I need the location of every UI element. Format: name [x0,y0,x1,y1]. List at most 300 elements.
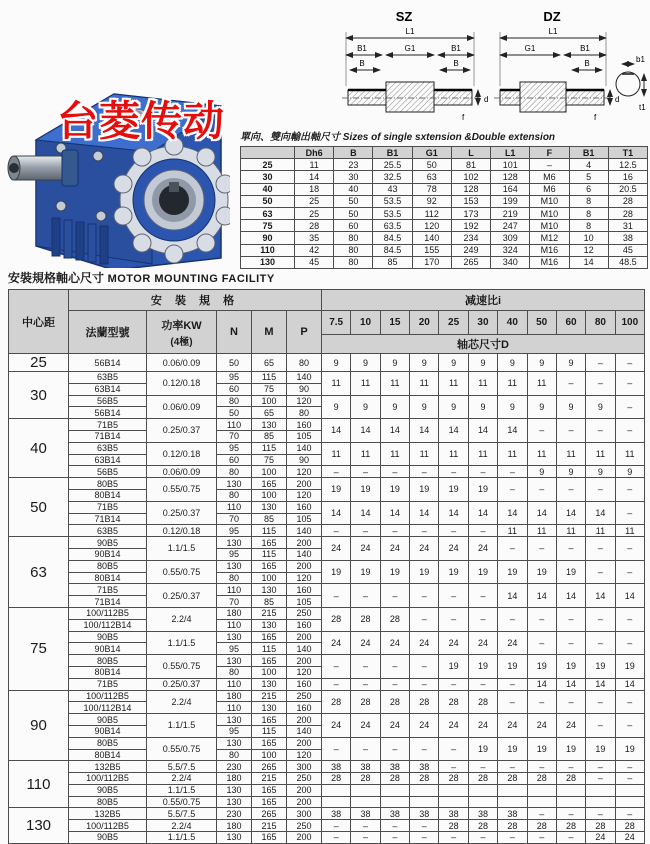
sz-b-right-label: B [453,59,459,68]
size-row-header: 25 [241,159,295,171]
flange-model-cell: 132B5 [69,808,147,820]
dim-value-cell: 153 [451,195,490,207]
shaft-d-cell: 11 [322,372,351,396]
output-shaft-caption [240,128,650,143]
power-kw-cell: 1.1/1.5 [147,714,217,738]
n-dim-cell: 70 [217,430,252,442]
shaft-d-cell: – [439,525,468,537]
flange-model-cell: 80B5 [69,560,147,572]
shaft-d-cell: 11 [410,372,439,396]
shaft-d-cell: 9 [322,354,351,372]
shaft-d-cell: 14 [615,584,644,608]
n-dim-cell: 230 [217,761,252,773]
shaft-d-cell: 9 [468,354,497,372]
shaft-d-cell: 24 [468,631,497,655]
n-dim-cell: 95 [217,725,252,737]
shaft-d-cell: – [498,537,527,561]
motor-mounting-title-zh: 安裝規格軸心尺寸 [8,271,105,285]
shaft-d-cell: 28 [322,690,351,714]
flange-model-cell: 63B5 [69,372,147,384]
dim-value-cell: 50 [334,195,373,207]
m-dim-cell: 165 [252,784,287,796]
shaft-d-cell: 24 [410,631,439,655]
shaft-d-cell: – [586,478,615,502]
shaft-d-cell: – [586,419,615,443]
shaft-d-cell: – [439,607,468,631]
m-header: M [252,311,287,354]
center-distance-header: 中心距 [9,290,69,354]
shaft-d-cell [556,784,585,796]
mounting-table-row [9,537,645,549]
mounting-table-row [9,442,645,454]
dim-value-cell: 60 [334,220,373,232]
shaft-d-cell: 24 [380,631,409,655]
shaft-d-cell: 38 [351,808,380,820]
m-dim-cell: 130 [252,584,287,596]
shaft-d-cell: – [527,478,556,502]
shaft-d-cell [556,796,585,808]
shaft-d-cell: 38 [322,761,351,773]
mounting-table-row [9,832,645,844]
mounting-table-row [9,560,645,572]
flange-model-cell: 56B14 [69,354,147,372]
shaft-d-cell: – [556,419,585,443]
dim-value-cell: 32.5 [373,171,412,183]
size-row-header: 75 [241,220,295,232]
m-dim-cell: 100 [252,572,287,584]
n-dim-cell: 60 [217,383,252,395]
dim-value-cell: 10 [569,232,608,244]
shaft-d-cell: – [468,466,497,478]
shaft-d-cell: 14 [586,501,615,525]
shaft-d-cell: 24 [556,714,585,738]
power-kw-cell: 5.5/7.5 [147,808,217,820]
power-kw-cell: 0.55/0.75 [147,478,217,502]
flange-model-cell: 100/112B5 [69,820,147,832]
n-header: N [217,311,252,354]
n-dim-cell: 110 [217,419,252,431]
shaft-d-cell: 28 [322,773,351,785]
n-dim-cell: 130 [217,832,252,844]
shaft-d-cell: 38 [498,808,527,820]
dim-column-header [241,147,295,159]
shaft-d-cell [586,796,615,808]
dim-value-cell: 128 [491,171,530,183]
flange-header: 法蘭型號 [69,311,147,354]
shaft-d-cell: 11 [586,442,615,466]
dim-value-cell: 50 [334,207,373,219]
m-dim-cell: 265 [252,808,287,820]
power-kw-cell: 0.25/0.37 [147,419,217,443]
flange-model-cell: 90B5 [69,832,147,844]
shaft-d-cell: – [527,832,556,844]
shaft-d-cell [439,796,468,808]
shaft-d-cell: – [439,466,468,478]
shaft-d-cell: – [615,537,644,561]
mounting-header-row-2 [9,311,645,335]
shaft-d-cell: 28 [527,820,556,832]
center-distance-cell: 110 [9,761,69,808]
shaft-d-cell: 9 [439,354,468,372]
shaft-d-cell: 19 [380,560,409,584]
shaft-d-cell: – [615,773,644,785]
shaft-d-cell [351,796,380,808]
shaft-d-cell: 24 [527,714,556,738]
shaft-d-cell: – [556,690,585,714]
power-kw-cell: 0.55/0.75 [147,560,217,584]
sz-b-left-label: B [359,59,365,68]
gearbox-photo [6,48,230,268]
power-header-line1: 功率KW [161,319,202,332]
shaft-d-cell: 28 [615,820,644,832]
dim-value-cell: 80 [334,244,373,256]
shaft-d-cell: 24 [615,832,644,844]
p-dim-cell: 250 [287,773,322,785]
m-dim-cell: 215 [252,607,287,619]
shaft-d-cell: 24 [498,714,527,738]
shaft-d-cell: 9 [527,395,556,419]
n-dim-cell: 95 [217,643,252,655]
shaft-d-cell: 14 [527,501,556,525]
shaft-d-cell: – [615,354,644,372]
shaft-d-cell: – [615,761,644,773]
dim-column-header: L1 [491,147,530,159]
mounting-table-row [9,690,645,702]
ratio-column-header: 10 [351,311,380,335]
m-dim-cell: 165 [252,631,287,643]
flange-model-cell: 90B14 [69,725,147,737]
dim-value-cell: 63 [412,171,451,183]
shaft-d-cell: – [586,773,615,785]
flange-model-cell: 71B5 [69,678,147,690]
flange-model-cell: 80B5 [69,655,147,667]
caption-en: Sizes of single sxtension &Double extension [340,132,556,143]
shaft-d-cell: 14 [468,501,497,525]
mounting-table-row [9,773,645,785]
ratio-column-header: 50 [527,311,556,335]
shaft-d-cell: 9 [556,354,585,372]
shaft-d-cell: 19 [586,737,615,761]
shaft-d-cell: – [322,678,351,690]
sz-b1-right-label: B1 [451,44,461,53]
p-dim-cell: 160 [287,419,322,431]
shaft-d-cell: – [351,832,380,844]
shaft-d-cell [615,796,644,808]
shaft-d-cell: 28 [498,773,527,785]
n-dim-cell: 180 [217,820,252,832]
m-dim-cell: 115 [252,525,287,537]
flange-model-cell: 80B14 [69,572,147,584]
shaft-d-cell: 11 [498,525,527,537]
dim-value-cell: 38 [608,232,647,244]
shaft-d-cell: 9 [351,354,380,372]
shaft-d-cell: 19 [498,655,527,679]
shaft-d-cell: 19 [410,560,439,584]
shaft-d-cell: – [410,737,439,761]
power-kw-cell: 1.1/1.5 [147,784,217,796]
m-dim-cell: 65 [252,407,287,419]
flange-model-cell: 132B5 [69,761,147,773]
flange-model-cell: 90B5 [69,537,147,549]
dz-d-label: d [615,95,620,104]
n-dim-cell: 130 [217,714,252,726]
power-header [147,311,217,354]
brand-overlay-text: 台菱传动 [57,98,225,144]
shaft-d-cell [380,796,409,808]
shaft-d-cell: – [439,584,468,608]
dim-value-cell: 14 [569,256,608,268]
m-dim-cell: 100 [252,466,287,478]
shaft-d-cell: 14 [439,419,468,443]
n-dim-cell: 95 [217,525,252,537]
dim-value-cell: 173 [451,207,490,219]
dim-value-cell: 53.5 [373,195,412,207]
p-dim-cell: 140 [287,548,322,560]
shaft-d-cell: 19 [410,478,439,502]
n-dim-cell: 95 [217,372,252,384]
shaft-d-cell: 9 [556,395,585,419]
shaft-d-cell: 19 [439,655,468,679]
dim-value-cell: 23 [334,159,373,171]
shaft-d-cell: 19 [498,737,527,761]
m-dim-cell: 215 [252,773,287,785]
flange-model-cell: 80B5 [69,737,147,749]
dim-value-cell: 80 [334,232,373,244]
dim-value-cell: 155 [412,244,451,256]
n-dim-cell: 230 [217,808,252,820]
shaft-d-cell: – [322,832,351,844]
shaft-d-cell: 11 [439,372,468,396]
shaft-d-cell: – [527,631,556,655]
m-dim-cell: 100 [252,666,287,678]
shaft-d-cell: – [439,678,468,690]
n-dim-cell: 110 [217,619,252,631]
shaft-d-cell: 24 [439,537,468,561]
shaft-d-cell: 19 [586,655,615,679]
shaft-d-cell: 38 [380,808,409,820]
mounting-table-row [9,525,645,537]
shaft-d-cell: – [380,737,409,761]
mounting-table-row [9,784,645,796]
mounting-table-row [9,607,645,619]
shaft-d-cell: – [615,808,644,820]
p-dim-cell: 105 [287,596,322,608]
shaft-d-cell: – [527,808,556,820]
dim-value-cell: 84.5 [373,232,412,244]
dim-value-cell: M10 [530,207,569,219]
mounting-table-row [9,372,645,384]
mounting-table-row [9,584,645,596]
p-dim-cell: 160 [287,678,322,690]
keyway-b1-label: b1 [636,55,645,64]
gearbox-illustration [6,48,230,268]
flange-model-cell: 80B14 [69,489,147,501]
shaft-d-cell: 14 [351,501,380,525]
flange-model-cell: 63B14 [69,454,147,466]
dim-value-cell: 40 [334,183,373,195]
mounting-table-row [9,478,645,490]
m-dim-cell: 165 [252,560,287,572]
m-dim-cell: 130 [252,619,287,631]
shaft-d-cell: 9 [586,466,615,478]
shaft-d-cell: – [586,607,615,631]
p-dim-cell: 200 [287,832,322,844]
shaft-d-cell: 9 [410,395,439,419]
shaft-d-cell [322,784,351,796]
mounting-table-row [9,737,645,749]
shaft-d-cell [527,796,556,808]
p-dim-cell: 120 [287,466,322,478]
shaft-d-cell: 28 [556,820,585,832]
shaft-d-cell: 28 [380,607,409,631]
dim-value-cell: 63.5 [373,220,412,232]
flange-model-cell: 63B5 [69,525,147,537]
shaft-d-cell: 19 [556,560,585,584]
ratio-column-header: 20 [410,311,439,335]
dim-value-cell: 25.5 [373,159,412,171]
shaft-d-cell: 38 [380,761,409,773]
p-header: P [287,311,322,354]
shaft-d-cell: 14 [556,501,585,525]
dz-b1-label: B1 [580,44,590,53]
p-dim-cell: 160 [287,619,322,631]
mounting-table-row [9,808,645,820]
power-kw-cell: 5.5/7.5 [147,761,217,773]
motor-mounting-title [8,269,508,286]
dim-value-cell: 92 [412,195,451,207]
p-dim-cell: 80 [287,354,322,372]
flange-model-cell: 100/112B14 [69,619,147,631]
shaft-d-cell: 28 [410,690,439,714]
shaft-d-cell: 28 [380,690,409,714]
dim-value-cell: 249 [451,244,490,256]
p-dim-cell: 140 [287,442,322,454]
shaft-d-cell: – [556,372,585,396]
power-kw-cell: 0.55/0.75 [147,737,217,761]
sz-diagram [342,9,488,122]
shaft-d-cell: 19 [468,737,497,761]
shaft-d-cell: 14 [586,584,615,608]
shaft-d-cell: – [615,478,644,502]
shaft-d-cell: 11 [351,372,380,396]
dim-value-cell: 265 [451,256,490,268]
dim-column-header: B1 [569,147,608,159]
shaft-d-cell: 11 [468,372,497,396]
shaft-diagrams [334,8,648,128]
sz-title: SZ [395,9,413,24]
power-kw-cell: 2.2/4 [147,773,217,785]
shaft-d-cell: 9 [556,466,585,478]
shaft-d-cell: 11 [556,442,585,466]
power-kw-cell: 1.1/1.5 [147,537,217,561]
dim-table-row [241,183,648,195]
power-kw-cell: 0.55/0.75 [147,655,217,679]
shaft-d-cell: – [527,761,556,773]
flange-model-cell: 71B5 [69,584,147,596]
m-dim-cell: 75 [252,454,287,466]
shaft-d-cell: 14 [410,501,439,525]
dim-value-cell: 128 [451,183,490,195]
n-dim-cell: 80 [217,572,252,584]
dim-column-header: T1 [608,147,647,159]
shaft-d-cell [498,784,527,796]
shaft-d-cell: – [615,395,644,419]
sz-d-label: d [484,95,489,104]
size-row-header: 40 [241,183,295,195]
dim-value-cell: 234 [451,232,490,244]
p-dim-cell: 140 [287,525,322,537]
shaft-d-cell: – [410,820,439,832]
shaft-d-cell: 28 [410,773,439,785]
dim-value-cell: 45 [295,256,334,268]
shaft-d-cell: – [380,655,409,679]
shaft-d-cell: 28 [439,690,468,714]
n-dim-cell: 110 [217,584,252,596]
m-dim-cell: 100 [252,749,287,761]
power-kw-cell: 1.1/1.5 [147,631,217,655]
p-dim-cell: 120 [287,572,322,584]
center-distance-cell: 130 [9,808,69,843]
shaft-d-cell: 14 [527,584,556,608]
ratio-column-header: 40 [498,311,527,335]
m-dim-cell: 215 [252,690,287,702]
shaft-d-cell: – [527,537,556,561]
shaft-d-cell: – [351,678,380,690]
shaft-d-cell: 9 [586,395,615,419]
shaft-d-cell: 19 [351,478,380,502]
dim-value-cell: 25 [295,207,334,219]
shaft-d-cell: 9 [498,354,527,372]
shaft-d-cell: 28 [468,690,497,714]
dim-column-header: L [451,147,490,159]
m-dim-cell: 75 [252,383,287,395]
dim-table-row [241,244,648,256]
shaft-d-cell: – [556,761,585,773]
shaft-d-cell: – [556,537,585,561]
dim-value-cell: 6 [569,183,608,195]
dim-value-cell: M10 [530,195,569,207]
shaft-d-cell: – [468,607,497,631]
ratio-column-header: 60 [556,311,585,335]
flange-model-cell: 63B5 [69,442,147,454]
dim-value-cell: 45 [608,244,647,256]
p-dim-cell: 140 [287,725,322,737]
p-dim-cell: 200 [287,655,322,667]
shaft-d-cell: – [410,655,439,679]
flange-model-cell: 90B5 [69,631,147,643]
dim-column-header: Dh6 [295,147,334,159]
p-dim-cell: 200 [287,796,322,808]
dim-value-cell: M6 [530,183,569,195]
shaft-d-cell: – [322,525,351,537]
shaft-d-cell: 19 [527,737,556,761]
shaft-d-cell: – [615,419,644,443]
dim-value-cell: 81 [451,159,490,171]
size-row-header: 63 [241,207,295,219]
center-distance-cell: 25 [9,354,69,372]
m-dim-cell: 115 [252,643,287,655]
m-dim-cell: 115 [252,725,287,737]
dim-value-cell: 18 [295,183,334,195]
shaft-d-cell: 14 [498,419,527,443]
shaft-d-cell: 9 [468,395,497,419]
shaft-d-cell: – [527,419,556,443]
shaft-d-cell: – [351,820,380,832]
power-kw-cell: 0.25/0.37 [147,501,217,525]
m-dim-cell: 165 [252,737,287,749]
shaft-d-cell: 24 [322,714,351,738]
shaft-d-cell: – [586,560,615,584]
